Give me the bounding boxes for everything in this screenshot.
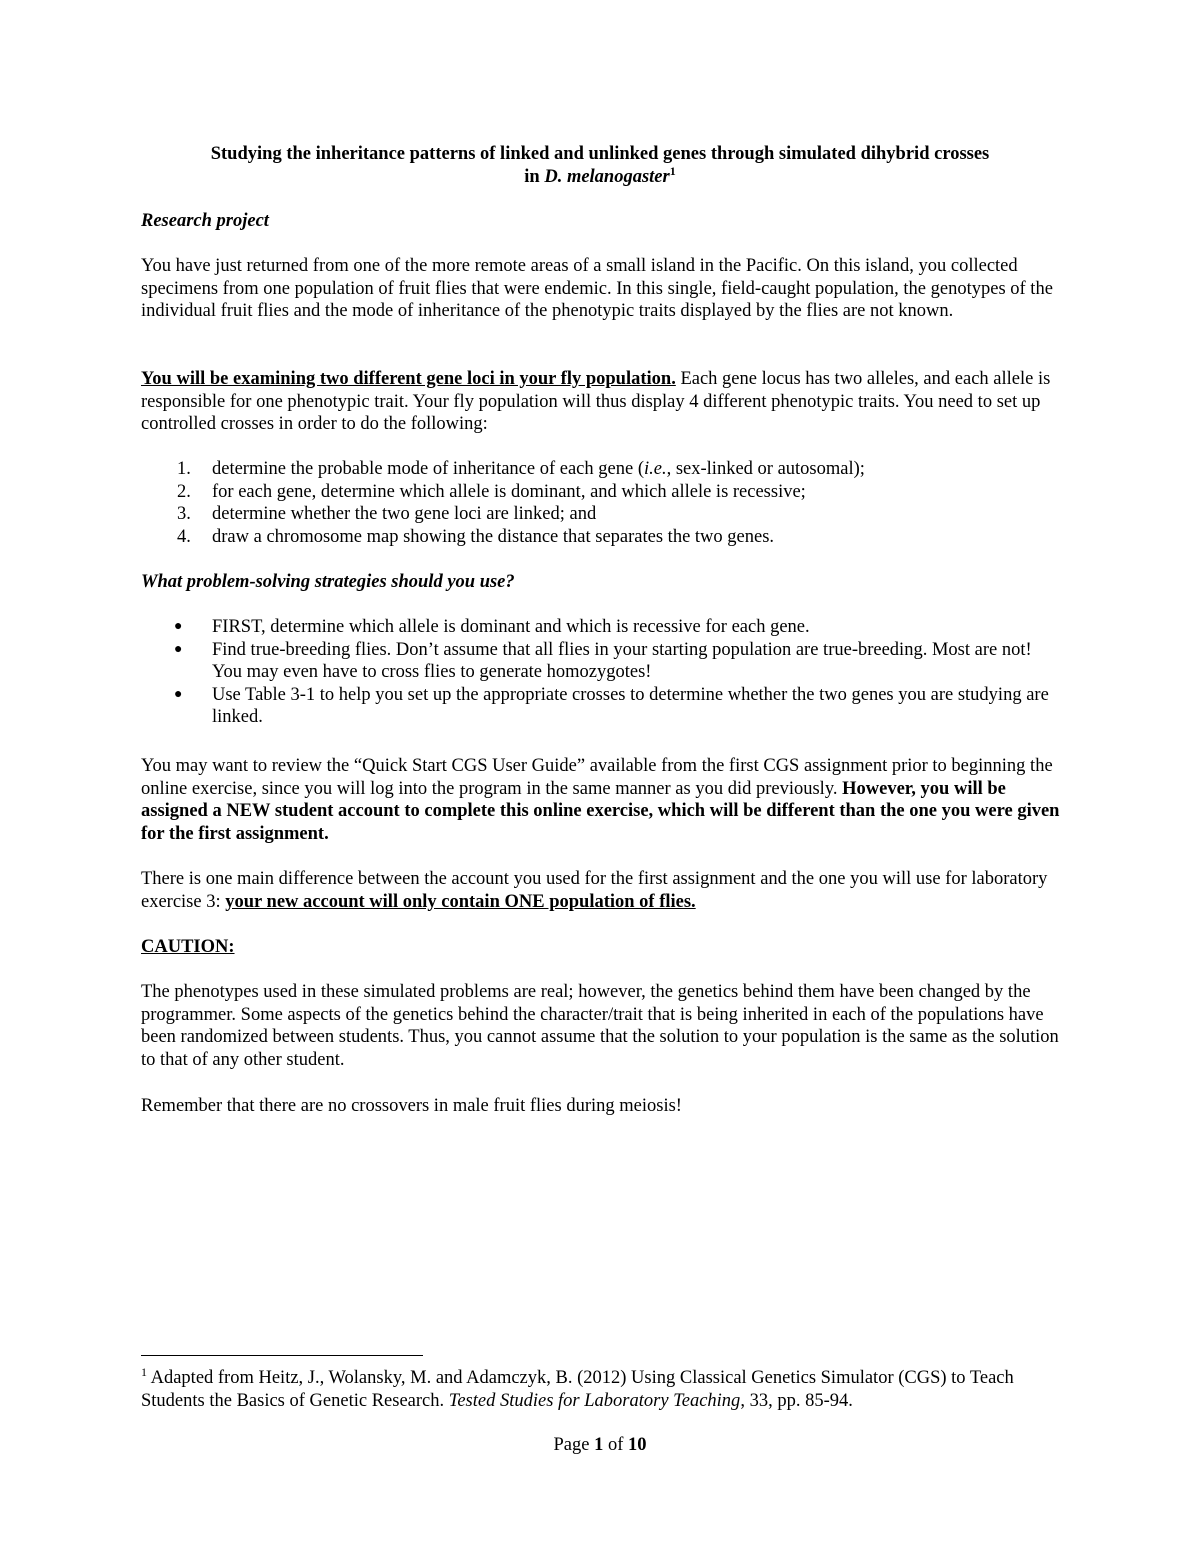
task-text: determine the probable mode of inheritance of each gene (	[212, 459, 644, 479]
review-bold-notice: However, you will be assigned a NEW student account to complete this online exercise, which will be different than the one you were given for the first assignment.	[141, 778, 1060, 844]
bullet-icon: ●	[174, 619, 183, 634]
loci-paragraph	[141, 368, 1061, 436]
current-page: 1	[594, 1435, 604, 1455]
task-text-end: , sex-linked or autosomal);	[666, 459, 865, 479]
task-text: for each gene, determine which allele is dominant, and which allele is recessive;	[212, 481, 806, 502]
list-item	[141, 458, 1041, 481]
list-item	[141, 503, 1041, 526]
difference-emphasis: your new account will only contain ONE population of flies.	[225, 891, 696, 912]
bullet-icon: ●	[174, 641, 183, 657]
title-footnote-mark: 1	[669, 163, 676, 178]
title-line-2-prefix: in	[524, 166, 545, 187]
list-item	[141, 616, 1061, 639]
difference-text: There is one main difference between the account you used for the first assignment and the one you will use for laboratory exercise 3:	[141, 869, 1048, 912]
list-item	[141, 481, 1041, 504]
of-label: of	[603, 1435, 628, 1455]
title-line-1: Studying the inheritance patterns of linked and unlinked genes through simulated dihybrid crosses	[210, 144, 990, 164]
footnote-separator	[141, 1355, 423, 1356]
page-number	[0, 1434, 1200, 1457]
strategies-heading: What problem-solving strategies should you use?	[141, 572, 515, 592]
task-text: draw a chromosome map showing the distance that separates the two genes.	[212, 526, 775, 547]
strategy-list	[141, 616, 1061, 729]
list-item	[141, 684, 1061, 729]
list-item	[141, 526, 1041, 549]
list-item	[141, 639, 1061, 684]
footnote	[141, 1367, 1061, 1412]
title-species: D. melanogaster	[544, 166, 670, 187]
title-line-2	[0, 163, 1200, 189]
footnote-mark: 1	[141, 1365, 147, 1379]
intro-paragraph: You have just returned from one of the more remote areas of a small island in the Pacific. On this island, you collected specimens from one population of fruit flies that were endemic. In this single, field-caught population, the genotypes of the individual fruit flies and the mode of inheritance of the phenotypic traits displayed by the flies are not known.	[141, 256, 1053, 321]
loci-rest: Each gene locus has two alleles, and each allele is responsible for one phenotypic trait. Your fly population will thus display 4 different phenotypic traits. You need to set up controlled crosses in order to do the following:	[141, 369, 1051, 434]
strategy-text: Find true-breeding flies. Don’t assume that all flies in your starting population are true-breeding. Most are not! You may even have to cross flies to generate homozygotes!	[212, 639, 1032, 682]
task-list	[141, 458, 1041, 548]
list-number: 2.	[177, 481, 191, 502]
remember-line: Remember that there are no crossovers in male fruit flies during meiosis!	[141, 1096, 682, 1116]
difference-paragraph	[141, 868, 1061, 913]
footnote-text-end: , 33, pp. 85-94.	[740, 1390, 853, 1411]
list-number: 4.	[177, 526, 191, 547]
caution-heading: CAUTION:	[141, 937, 235, 957]
research-heading: Research project	[141, 211, 269, 231]
total-pages: 10	[628, 1435, 647, 1455]
list-number: 1.	[177, 459, 191, 479]
strategy-text: Use Table 3-1 to help you set up the appropriate crosses to determine whether the two genes you are studying are linked.	[212, 684, 1049, 727]
review-text: You may want to review the “Quick Start CGS User Guide” available from the first CGS assignment prior to beginning the online exercise, since you will log into the program in the same manner as you did previously.	[141, 756, 1053, 799]
task-italic: i.e.	[643, 459, 667, 479]
review-paragraph	[141, 755, 1061, 845]
footnote-journal: Tested Studies for Laboratory Teaching	[448, 1390, 741, 1411]
caution-paragraph: The phenotypes used in these simulated problems are real; however, the genetics behind them have been changed by the programmer. Some aspects of the genetics behind the character/trait that is being inherited in each of the populations have been randomized between students. Thus, you cannot assume that the solution to your population is the same as the solution to that of any other student.	[141, 982, 1059, 1070]
loci-lead-sentence: You will be examining two different gene loci in your fly population.	[141, 369, 676, 389]
document-title	[0, 143, 1200, 188]
list-number: 3.	[177, 504, 191, 524]
strategy-text: FIRST, determine which allele is dominant and which is recessive for each gene.	[212, 617, 810, 637]
task-text: determine whether the two gene loci are linked; and	[212, 504, 597, 524]
page-label: Page	[553, 1435, 595, 1455]
footnote-text: Adapted from Heitz, J., Wolansky, M. and Adamczyk, B. (2012) Using Classical Genetics Simulator (CGS) to Teach Students the Basics of Genetic Research.	[141, 1368, 1014, 1411]
bullet-icon: ●	[174, 686, 183, 702]
